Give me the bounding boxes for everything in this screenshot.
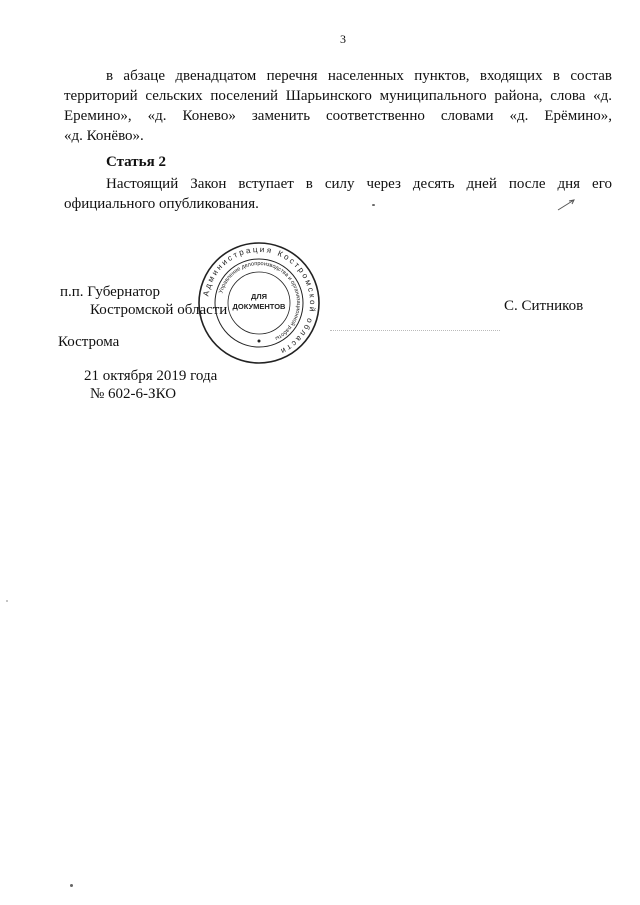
paragraph-1-line-3: Еремино», «д. Конево» заменить соответственно словами «д. Ерёмино», [64, 108, 612, 124]
speck [372, 204, 375, 206]
signature-title-line-2: Костромской области [90, 302, 228, 318]
speck [6, 600, 8, 602]
document-number: № 602-6-ЗКО [90, 386, 177, 402]
pen-mark [556, 198, 576, 212]
paragraph-1-line-2: территорий сельских поселений Шарьинского муниципального района, слова «д. [64, 88, 612, 104]
stamp-outer-text: Администрация Костромской области [201, 244, 318, 357]
official-stamp [196, 240, 322, 366]
stamp-inner-text: Управление делопроизводства и организационной работы [218, 260, 302, 342]
speck [70, 884, 73, 887]
paragraph-2-line-1: Настоящий Закон вступает в силу через десять дней после дня его [106, 176, 612, 192]
signature-title-line-1: п.п. Губернатор [60, 284, 160, 300]
paragraph-1-line-4: «д. Конёво». [64, 128, 144, 144]
date: 21 октября 2019 года [84, 368, 218, 384]
article-heading: Статья 2 [106, 154, 166, 170]
stamp-center-line-1: ДЛЯ [251, 292, 267, 301]
paragraph-1-line-1: в абзаце двенадцатом перечня населенных пунктов, входящих в состав [106, 68, 612, 84]
paragraph-2-line-2: официального опубликования. [64, 196, 259, 212]
city: Кострома [58, 334, 120, 350]
page-number: 3 [340, 32, 346, 46]
stamp-center-line-2: ДОКУМЕНТОВ [232, 302, 286, 311]
signature-name: С. Ситников [504, 298, 584, 314]
dotted-trace [330, 330, 500, 331]
